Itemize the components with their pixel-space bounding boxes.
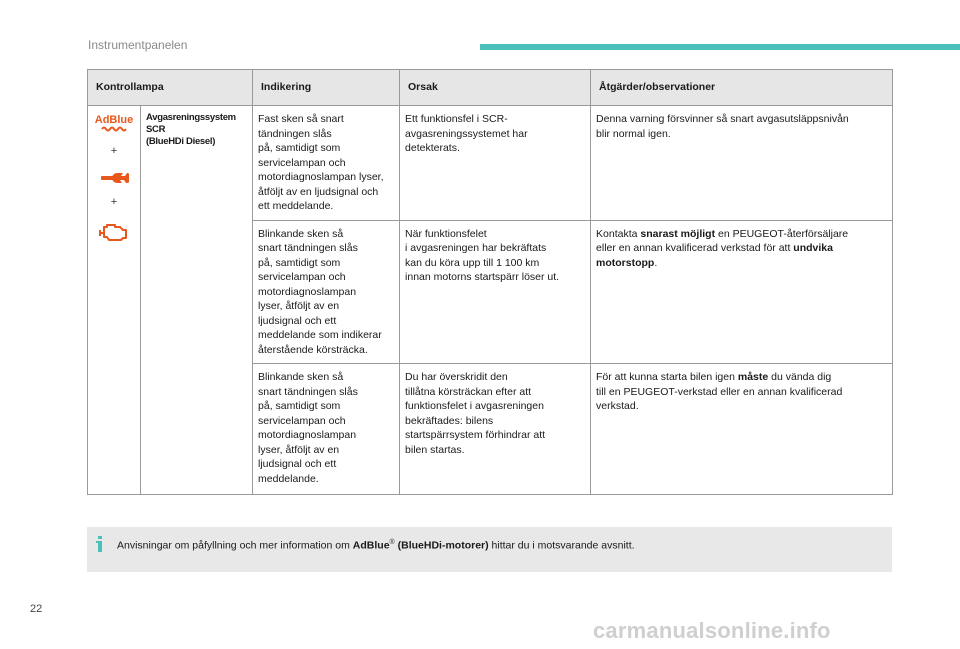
table-row: [88, 106, 893, 221]
page-number: 22: [30, 603, 43, 615]
plus-sign: +: [110, 195, 118, 208]
section-title-bar: [480, 44, 960, 50]
text-line: verkstad.: [596, 400, 639, 412]
text-line: i avgasreningen har bekräftats: [405, 242, 547, 254]
watermark: carmanualsonline.info: [593, 618, 831, 643]
adblue-icon: [94, 112, 134, 134]
emphasis-text: motorstopp: [596, 256, 655, 269]
text-line: [596, 370, 887, 385]
text-line: motordiagnoslampan: [258, 285, 357, 298]
text-line: meddelande.: [258, 472, 319, 485]
indication-cell: [253, 106, 400, 221]
text-line: Ett funktionsfel i SCR-: [405, 113, 508, 125]
text-line: servicelampan och: [258, 156, 346, 169]
text-line: återstående körsträcka.: [258, 343, 368, 356]
info-text: [117, 536, 635, 553]
text-run: För att kunna starta bilen igen: [596, 371, 738, 383]
plus-sign: +: [110, 145, 118, 157]
text-line: ett meddelande.: [258, 200, 334, 212]
text-run: hittar du i motsvarande avsnitt.: [488, 539, 635, 552]
lamp-icons-cell: [88, 106, 141, 495]
emphasis-text: (BlueHDi-motorer): [394, 539, 489, 552]
text-line: åtföljt av en ljudsignal och: [258, 185, 379, 198]
text-line: funktionsfelet i avgasreningen: [405, 400, 544, 412]
engine-icon: [99, 221, 129, 243]
text-run: .: [654, 256, 658, 269]
text-line: tillåtna körsträckan efter att: [405, 385, 532, 398]
info-box: [87, 527, 892, 572]
action-cell: [591, 106, 893, 221]
text-line: motordiagnoslampan: [258, 429, 357, 441]
text-run: Anvisningar om påfyllning och mer information om: [117, 539, 353, 552]
table-header-row: [88, 70, 893, 106]
indication-cell: [253, 220, 400, 364]
emphasis-text: AdBlue: [352, 539, 390, 552]
text-line: på, samtidigt som: [258, 400, 341, 412]
registered-mark: ®: [389, 539, 395, 546]
text-line: avgasreningssystemet har: [405, 127, 528, 140]
text-line: ljudsignal och ett: [258, 314, 337, 327]
column-header: Orsak: [400, 70, 591, 106]
text-line: Denna varning försvinner så snart avgasutsläppsnivån: [596, 113, 849, 125]
text-line: ljudsignal och ett: [258, 458, 337, 470]
text-line: motordiagnoslampan lyser,: [258, 171, 384, 183]
column-header: Kontrollampa: [88, 70, 253, 106]
text-line: Du har överskridit den: [405, 371, 508, 383]
lamp-name-cell: [141, 106, 253, 495]
lamp-name-line: SCR: [146, 124, 166, 135]
text-line: innan motorns startspärr löser ut.: [405, 271, 560, 283]
text-line: snart tändningen slås: [258, 242, 358, 254]
wrench-icon: [99, 171, 129, 185]
text-line: servicelampan och: [258, 271, 346, 283]
text-line: bilen startas.: [405, 443, 465, 456]
text-line: till en PEUGEOT-verkstad eller en annan kvalificerad: [596, 385, 843, 398]
action-cell: [591, 220, 893, 364]
text-run: en PEUGEOT-återförsäljare: [715, 227, 849, 240]
text-run: du vända dig: [768, 371, 832, 383]
text-line: lyser, åtföljt av en: [258, 300, 340, 312]
text-run: eller en annan kvalificerad verkstad för att: [596, 242, 794, 254]
text-line: [596, 241, 887, 256]
adblue-icon-label: AdBlue: [94, 114, 134, 126]
cause-cell: [400, 220, 591, 364]
text-line: [596, 227, 887, 242]
lamp-name-line: Avgasreningssystem: [146, 112, 236, 123]
warning-lamp-table: [87, 69, 893, 495]
text-line: bekräftades: bilens: [405, 414, 494, 427]
text-line: detekterats.: [405, 142, 460, 154]
emphasis-text: undvika: [793, 242, 833, 254]
text-run: Kontakta: [596, 227, 641, 240]
column-header: Indikering: [253, 70, 400, 106]
info-icon: [96, 536, 106, 552]
text-line: tändningen slås: [258, 127, 332, 140]
text-line: kan du köra upp till 1 100 km: [405, 256, 540, 269]
action-cell: [591, 364, 893, 495]
text-line: Blinkande sken så: [258, 227, 344, 240]
emphasis-text: måste: [737, 371, 769, 383]
section-title: Instrumentpanelen: [88, 38, 188, 52]
text-line: Blinkande sken så: [258, 371, 344, 383]
text-line: När funktionsfelet: [405, 227, 487, 240]
text-line: startspärrsystem förhindrar att: [405, 429, 546, 441]
cause-cell: [400, 364, 591, 495]
text-line: snart tändningen slås: [258, 385, 358, 398]
text-line: blir normal igen.: [596, 127, 671, 140]
emphasis-text: snarast möjligt: [640, 227, 716, 240]
text-line: lyser, åtföljt av en: [258, 443, 340, 456]
cause-cell: [400, 106, 591, 221]
text-line: servicelampan och: [258, 414, 346, 427]
text-line: [596, 256, 887, 271]
text-line: på, samtidigt som: [258, 256, 341, 269]
indication-cell: [253, 364, 400, 495]
text-line: på, samtidigt som: [258, 142, 341, 154]
text-line: meddelande som indikerar: [258, 329, 382, 341]
lamp-name-line: (BlueHDi Diesel): [146, 136, 216, 147]
column-header: Åtgärder/observationer: [591, 70, 893, 106]
text-line: Fast sken så snart: [258, 113, 344, 125]
